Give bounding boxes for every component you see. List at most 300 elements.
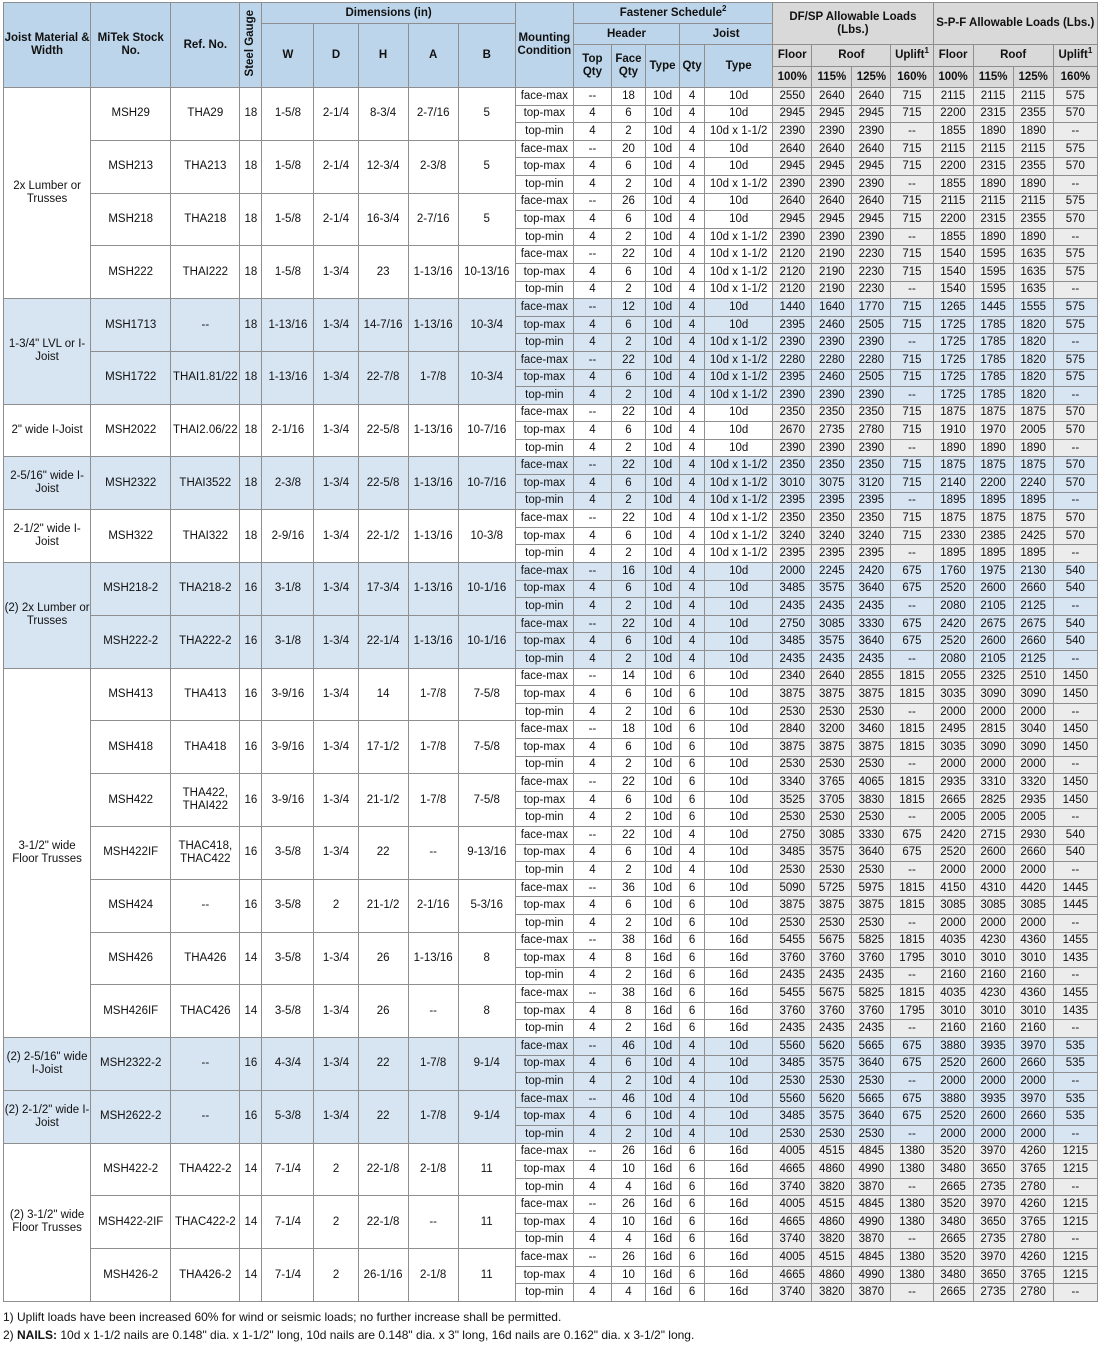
face_qty-cell: 2 xyxy=(611,862,645,880)
dfsp_160-cell: -- xyxy=(891,492,933,510)
dfsp_100-cell: 2395 xyxy=(773,316,812,334)
top_qty-cell: 4 xyxy=(573,1055,611,1073)
dfsp_115-cell: 2530 xyxy=(812,1073,852,1091)
dfsp_125-cell: 2390 xyxy=(852,175,891,193)
top_qty-cell: 4 xyxy=(573,123,611,141)
mounting-cell: top-min xyxy=(515,1284,573,1302)
top_qty-cell: 4 xyxy=(573,1073,611,1091)
dfsp_100-cell: 2530 xyxy=(773,862,812,880)
dfsp_115-cell: 3875 xyxy=(812,897,852,915)
spf-uplift: Uplift$^1$ xyxy=(1053,45,1097,67)
spf_125-cell: 2780 xyxy=(1013,1178,1053,1196)
hdr_type-cell: 10d xyxy=(646,615,680,633)
stock-no-cell: MSH29 xyxy=(91,88,171,141)
ref-no-cell: THA222-2 xyxy=(171,615,240,668)
top_qty-cell: -- xyxy=(573,351,611,369)
dfsp_125-cell: 2945 xyxy=(852,158,891,176)
ref-no-cell: THA218 xyxy=(171,193,240,246)
dim-w-cell: 7-1/4 xyxy=(262,1249,314,1302)
spf_125-cell: 2005 xyxy=(1013,422,1053,440)
mounting-cell: top-min xyxy=(515,228,573,246)
joist_qty-cell: 6 xyxy=(680,914,705,932)
joist_type-cell: 16d xyxy=(705,932,773,950)
joist_type-cell: 10d xyxy=(705,140,773,158)
gauge-cell: 18 xyxy=(240,351,262,404)
dim-h-cell: 21-1/2 xyxy=(358,879,408,932)
joist_type-cell: 10d xyxy=(705,299,773,317)
mounting-cell: face-max xyxy=(515,193,573,211)
gauge-cell: 16 xyxy=(240,774,262,827)
dfsp_125-cell: 2420 xyxy=(852,563,891,581)
joist-material-cell: (2) 2-1/2" wide I-Joist xyxy=(4,1090,91,1143)
hdr_type-cell: 10d xyxy=(646,826,680,844)
hdr_type-cell: 10d xyxy=(646,598,680,616)
top_qty-cell: 4 xyxy=(573,914,611,932)
dfsp_160-cell: 715 xyxy=(891,457,933,475)
gauge-cell: 16 xyxy=(240,615,262,668)
ref-no-cell: THAC426 xyxy=(171,985,240,1038)
dim-a-cell: 1-13/16 xyxy=(408,563,458,616)
spf_100-cell: 2665 xyxy=(933,791,973,809)
face_qty-cell: 2 xyxy=(611,914,645,932)
spf_160-cell: 540 xyxy=(1053,633,1097,651)
top_qty-cell: -- xyxy=(573,246,611,264)
spf_125-cell: 1875 xyxy=(1013,510,1053,528)
dfsp_115-cell: 2945 xyxy=(812,158,852,176)
dfsp_125-cell: 4990 xyxy=(852,1214,891,1232)
footnote-nails: 2) NAILS: 10d x 1-1/2 nails are 0.148" dia. x 1-1/2" long, 10d nails are 0.148" dia. x 3" long, 16d nails are 0.162" dia. x 3-1/2" long. xyxy=(3,1327,695,1342)
top_qty-cell: 4 xyxy=(573,228,611,246)
hdr_type-cell: 10d xyxy=(646,1038,680,1056)
joist_qty-cell: 4 xyxy=(680,826,705,844)
mounting-cell: top-max xyxy=(515,422,573,440)
dfsp_115-cell: 3760 xyxy=(812,1002,852,1020)
dfsp_160-cell: 715 xyxy=(891,351,933,369)
joist_type-cell: 16d xyxy=(705,1214,773,1232)
gauge-cell: 16 xyxy=(240,879,262,932)
ref-no-cell: -- xyxy=(171,1038,240,1091)
dim-h-cell: 14 xyxy=(358,668,408,721)
dfsp_160-cell: -- xyxy=(891,1126,933,1144)
gauge-cell: 14 xyxy=(240,1196,262,1249)
dfsp_160-cell: 675 xyxy=(891,1090,933,1108)
dfsp_100-cell: 4005 xyxy=(773,1143,812,1161)
dim-h-cell: 22-1/8 xyxy=(358,1196,408,1249)
hdr_type-cell: 10d xyxy=(646,651,680,669)
joist_type-cell: 10d x 1-1/2 xyxy=(705,369,773,387)
dim-d-cell: 1-3/4 xyxy=(314,668,358,721)
dfsp_160-cell: 1815 xyxy=(891,738,933,756)
top_qty-cell: 4 xyxy=(573,598,611,616)
dim-d-cell: 1-3/4 xyxy=(314,721,358,774)
spf_160-cell: -- xyxy=(1053,1231,1097,1249)
spf_100-cell: 2080 xyxy=(933,651,973,669)
mounting-cell: top-min xyxy=(515,1126,573,1144)
face_qty-cell: 20 xyxy=(611,140,645,158)
hdr_type-cell: 10d xyxy=(646,897,680,915)
dfsp_125-cell: 5825 xyxy=(852,932,891,950)
stock-no-cell: MSH218-2 xyxy=(91,563,171,616)
spf_160-cell: 575 xyxy=(1053,316,1097,334)
spf_160-cell: -- xyxy=(1053,281,1097,299)
dfsp_115-cell: 2390 xyxy=(812,175,852,193)
face_qty-cell: 6 xyxy=(611,158,645,176)
hdr_type-cell: 16d xyxy=(646,950,680,968)
mounting-cell: top-min xyxy=(515,545,573,563)
stock-no-cell: MSH222-2 xyxy=(91,615,171,668)
spf_115-cell: 2600 xyxy=(973,1055,1013,1073)
dfsp_100-cell: 2945 xyxy=(773,158,812,176)
table-row xyxy=(4,246,1098,264)
top_qty-cell: -- xyxy=(573,510,611,528)
mounting-cell: top-max xyxy=(515,580,573,598)
stock-no-cell: MSH413 xyxy=(91,668,171,721)
spf_100-cell: 2000 xyxy=(933,1073,973,1091)
mounting-cell: top-max xyxy=(515,844,573,862)
dim-b-cell: 11 xyxy=(458,1249,515,1302)
mounting-cell: top-max xyxy=(515,316,573,334)
dfsp_160-cell: 1380 xyxy=(891,1143,933,1161)
dfsp_125-cell: 2505 xyxy=(852,369,891,387)
hdr_type-cell: 10d xyxy=(646,738,680,756)
table-row xyxy=(4,510,1098,528)
face_qty-cell: 14 xyxy=(611,668,645,686)
dim-w-cell: 2-3/8 xyxy=(262,457,314,510)
dfsp_100-cell: 3485 xyxy=(773,580,812,598)
spf_115-cell: 2115 xyxy=(973,140,1013,158)
col-spf-loads: S-P-F Allowable Loads (Lbs.) xyxy=(933,3,1097,45)
hdr_type-cell: 10d xyxy=(646,721,680,739)
face_qty-cell: 4 xyxy=(611,1178,645,1196)
joist_type-cell: 16d xyxy=(705,1143,773,1161)
hdr_type-cell: 10d xyxy=(646,774,680,792)
joist_type-cell: 10d xyxy=(705,1038,773,1056)
face_qty-cell: 26 xyxy=(611,193,645,211)
joist_type-cell: 10d xyxy=(705,897,773,915)
spf_125-cell: 1635 xyxy=(1013,281,1053,299)
spf_100-cell: 3085 xyxy=(933,897,973,915)
spf_125-cell: 2355 xyxy=(1013,211,1053,229)
face_qty-cell: 2 xyxy=(611,967,645,985)
dfsp_125-cell: 3875 xyxy=(852,897,891,915)
table-row xyxy=(4,1090,1098,1108)
spf-roof: Roof xyxy=(973,45,1053,67)
face_qty-cell: 2 xyxy=(611,281,645,299)
dfsp_125-cell: 3640 xyxy=(852,580,891,598)
dfsp_100-cell: 2750 xyxy=(773,615,812,633)
dfsp_100-cell: 2350 xyxy=(773,510,812,528)
joist_qty-cell: 4 xyxy=(680,175,705,193)
hdr_type-cell: 16d xyxy=(646,1214,680,1232)
spf_115-cell: 3010 xyxy=(973,950,1013,968)
joist_type-cell: 10d xyxy=(705,1126,773,1144)
dim-d-cell: 1-3/4 xyxy=(314,299,358,352)
face_qty-cell: 2 xyxy=(611,703,645,721)
dim-a-cell: 1-7/8 xyxy=(408,351,458,404)
stock-no-cell: MSH222 xyxy=(91,246,171,299)
joist_type-cell: 16d xyxy=(705,1161,773,1179)
stock-no-cell: MSH322 xyxy=(91,510,171,563)
dfsp_125-cell: 2530 xyxy=(852,862,891,880)
dfsp_160-cell: 1815 xyxy=(891,897,933,915)
top_qty-cell: 4 xyxy=(573,175,611,193)
dim-w-cell: 1-13/16 xyxy=(262,351,314,404)
joist_type-cell: 10d x 1-1/2 xyxy=(705,475,773,493)
dim-b-cell: 8 xyxy=(458,932,515,985)
face_qty-cell: 2 xyxy=(611,651,645,669)
dfsp_160-cell: -- xyxy=(891,967,933,985)
dfsp_115-cell: 2530 xyxy=(812,1126,852,1144)
top_qty-cell: -- xyxy=(573,299,611,317)
dfsp_125-cell: 2230 xyxy=(852,281,891,299)
dim-d-cell: 2-1/4 xyxy=(314,88,358,141)
face_qty-cell: 6 xyxy=(611,897,645,915)
spf_125-cell: 1875 xyxy=(1013,404,1053,422)
gauge-cell: 14 xyxy=(240,1143,262,1196)
dfsp_125-cell: 2390 xyxy=(852,334,891,352)
joist_qty-cell: 4 xyxy=(680,1126,705,1144)
joist_qty-cell: 4 xyxy=(680,545,705,563)
stock-no-cell: MSH422IF xyxy=(91,826,171,879)
spf_125-cell: 4260 xyxy=(1013,1249,1053,1267)
dim-h-cell: 26-1/16 xyxy=(358,1249,408,1302)
joist-material-cell: 2x Lumber or Trusses xyxy=(4,88,91,299)
mounting-cell: face-max xyxy=(515,774,573,792)
mounting-cell: face-max xyxy=(515,351,573,369)
joist_qty-cell: 6 xyxy=(680,809,705,827)
dfsp_160-cell: 1815 xyxy=(891,686,933,704)
spf_115-cell: 1890 xyxy=(973,228,1013,246)
ref-no-cell: THA29 xyxy=(171,88,240,141)
dim-h: H xyxy=(358,24,408,88)
dim-b-cell: 10-1/16 xyxy=(458,563,515,616)
mounting-cell: top-min xyxy=(515,756,573,774)
spf_100-cell: 1540 xyxy=(933,263,973,281)
joist_type-cell: 10d x 1-1/2 xyxy=(705,387,773,405)
hdr_type-cell: 10d xyxy=(646,492,680,510)
spf-pct-115: 115% xyxy=(973,67,1013,88)
spf_115-cell: 3970 xyxy=(973,1143,1013,1161)
spf_125-cell: 3010 xyxy=(1013,950,1053,968)
hdr_type-cell: 10d xyxy=(646,1126,680,1144)
dfsp_160-cell: -- xyxy=(891,334,933,352)
ref-no-cell: THAI322 xyxy=(171,510,240,563)
spf_115-cell: 3650 xyxy=(973,1266,1013,1284)
spf_160-cell: -- xyxy=(1053,175,1097,193)
joist_qty-cell: 6 xyxy=(680,1196,705,1214)
face_qty-cell: 2 xyxy=(611,756,645,774)
spf_160-cell: 575 xyxy=(1053,369,1097,387)
dfsp_115-cell: 3820 xyxy=(812,1178,852,1196)
spf_160-cell: 570 xyxy=(1053,211,1097,229)
mounting-cell: face-max xyxy=(515,246,573,264)
spf_125-cell: 4260 xyxy=(1013,1196,1053,1214)
dfsp-pct-160: 160% xyxy=(891,67,933,88)
dfsp_115-cell: 2460 xyxy=(812,316,852,334)
dfsp_160-cell: 675 xyxy=(891,563,933,581)
spf_160-cell: -- xyxy=(1053,651,1097,669)
dfsp_100-cell: 2120 xyxy=(773,263,812,281)
spf_115-cell: 2715 xyxy=(973,826,1013,844)
table-row xyxy=(4,985,1098,1003)
hdr_type-cell: 16d xyxy=(646,1020,680,1038)
spf_160-cell: -- xyxy=(1053,1284,1097,1302)
dfsp_100-cell: 3240 xyxy=(773,527,812,545)
spf_125-cell: 1820 xyxy=(1013,369,1053,387)
table-row xyxy=(4,193,1098,211)
dim-a-cell: 1-13/16 xyxy=(408,457,458,510)
dfsp_115-cell: 3575 xyxy=(812,844,852,862)
table-row xyxy=(4,140,1098,158)
joist_qty-cell: 6 xyxy=(680,950,705,968)
dfsp_100-cell: 5090 xyxy=(773,879,812,897)
dim-w-cell: 7-1/4 xyxy=(262,1143,314,1196)
dim-d-cell: 2 xyxy=(314,1249,358,1302)
spf_100-cell: 1875 xyxy=(933,404,973,422)
dfsp_115-cell: 2390 xyxy=(812,439,852,457)
spf_115-cell: 2315 xyxy=(973,105,1013,123)
joist-material-cell: (2) 2x Lumber or Trusses xyxy=(4,563,91,669)
dim-w-cell: 3-5/8 xyxy=(262,826,314,879)
table-row xyxy=(4,88,1098,106)
spf_115-cell: 1890 xyxy=(973,439,1013,457)
spf_125-cell: 2115 xyxy=(1013,193,1053,211)
dfsp_125-cell: 3640 xyxy=(852,633,891,651)
face_qty-cell: 6 xyxy=(611,844,645,862)
spf_115-cell: 2160 xyxy=(973,1020,1013,1038)
spf_160-cell: -- xyxy=(1053,228,1097,246)
spf_125-cell: 2510 xyxy=(1013,668,1053,686)
gauge-cell: 18 xyxy=(240,457,262,510)
top_qty-cell: -- xyxy=(573,879,611,897)
spf_115-cell: 1875 xyxy=(973,457,1013,475)
dim-d-cell: 1-3/4 xyxy=(314,774,358,827)
dfsp_125-cell: 1770 xyxy=(852,299,891,317)
spf_115-cell: 1875 xyxy=(973,510,1013,528)
dfsp_160-cell: 715 xyxy=(891,404,933,422)
dim-a-cell: 1-7/8 xyxy=(408,721,458,774)
spf_115-cell: 2105 xyxy=(973,651,1013,669)
ref-no-cell: THAI222 xyxy=(171,246,240,299)
hdr_type-cell: 16d xyxy=(646,967,680,985)
spf_125-cell: 2130 xyxy=(1013,563,1053,581)
dim-a-cell: 2-3/8 xyxy=(408,140,458,193)
dim-d-cell: 1-3/4 xyxy=(314,615,358,668)
dim-b-cell: 7-5/8 xyxy=(458,721,515,774)
top_qty-cell: 4 xyxy=(573,158,611,176)
spf_160-cell: 1215 xyxy=(1053,1249,1097,1267)
face_qty-cell: 2 xyxy=(611,439,645,457)
spf_125-cell: 1890 xyxy=(1013,228,1053,246)
face_qty-cell: 6 xyxy=(611,1108,645,1126)
top_qty-cell: 4 xyxy=(573,950,611,968)
joist_qty-cell: 4 xyxy=(680,862,705,880)
spf_100-cell: 4150 xyxy=(933,879,973,897)
face_qty-cell: 18 xyxy=(611,721,645,739)
spf_125-cell: 1890 xyxy=(1013,439,1053,457)
face_qty-cell: 22 xyxy=(611,510,645,528)
dim-a-cell: -- xyxy=(408,1196,458,1249)
dfsp_125-cell: 3760 xyxy=(852,950,891,968)
spf_125-cell: 3765 xyxy=(1013,1214,1053,1232)
dfsp_160-cell: -- xyxy=(891,914,933,932)
dim-a-cell: 1-7/8 xyxy=(408,774,458,827)
dfsp_100-cell: 2640 xyxy=(773,140,812,158)
joist_qty-cell: 4 xyxy=(680,633,705,651)
face_qty-cell: 46 xyxy=(611,1090,645,1108)
spf_160-cell: -- xyxy=(1053,439,1097,457)
dim-a-cell: 1-7/8 xyxy=(408,1090,458,1143)
dfsp_115-cell: 3085 xyxy=(812,615,852,633)
spf_115-cell: 2115 xyxy=(973,193,1013,211)
joist_type-cell: 10d xyxy=(705,844,773,862)
mounting-cell: top-min xyxy=(515,334,573,352)
hdr_type-cell: 16d xyxy=(646,1249,680,1267)
dim-a-cell: 1-7/8 xyxy=(408,668,458,721)
joist_type-cell: 10d xyxy=(705,668,773,686)
dim-b-cell: 10-7/16 xyxy=(458,404,515,457)
dfsp_160-cell: 715 xyxy=(891,193,933,211)
dfsp_160-cell: 675 xyxy=(891,615,933,633)
top_qty-cell: -- xyxy=(573,1090,611,1108)
joist_type-cell: 10d xyxy=(705,756,773,774)
dfsp_115-cell: 2640 xyxy=(812,668,852,686)
hdr_type-cell: 10d xyxy=(646,193,680,211)
hdr_type-cell: 10d xyxy=(646,563,680,581)
table-row xyxy=(4,774,1098,792)
table-row xyxy=(4,668,1098,686)
mounting-cell: top-min xyxy=(515,967,573,985)
gauge-cell: 18 xyxy=(240,88,262,141)
top_qty-cell: -- xyxy=(573,985,611,1003)
spf_160-cell: 540 xyxy=(1053,580,1097,598)
dfsp-roof: Roof xyxy=(812,45,891,67)
mounting-cell: top-max xyxy=(515,791,573,809)
dfsp_100-cell: 2945 xyxy=(773,105,812,123)
dfsp_125-cell: 3640 xyxy=(852,844,891,862)
ref-no-cell: THA218-2 xyxy=(171,563,240,616)
dim-a-cell: 1-7/8 xyxy=(408,1038,458,1091)
face_qty-cell: 12 xyxy=(611,299,645,317)
dfsp_115-cell: 2640 xyxy=(812,88,852,106)
dfsp_115-cell: 3705 xyxy=(812,791,852,809)
hdr_type-cell: 10d xyxy=(646,299,680,317)
dfsp_125-cell: 2390 xyxy=(852,439,891,457)
mounting-cell: top-min xyxy=(515,862,573,880)
spf_160-cell: 570 xyxy=(1053,475,1097,493)
joist-material-cell: (2) 2-5/16" wide I-Joist xyxy=(4,1038,91,1091)
dim-a: A xyxy=(408,24,458,88)
hdr_type-cell: 10d xyxy=(646,756,680,774)
joist-material-cell: 2-1/2" wide I-Joist xyxy=(4,510,91,563)
spf_160-cell: 540 xyxy=(1053,563,1097,581)
joist_type-cell: 10d xyxy=(705,615,773,633)
spf_125-cell: 2160 xyxy=(1013,1020,1053,1038)
spf_115-cell: 1595 xyxy=(973,281,1013,299)
spf_160-cell: 540 xyxy=(1053,826,1097,844)
mounting-cell: face-max xyxy=(515,1196,573,1214)
top_qty-cell: 4 xyxy=(573,1178,611,1196)
joist_type-cell: 10d xyxy=(705,651,773,669)
dfsp_160-cell: 715 xyxy=(891,246,933,264)
joist_type-cell: 10d x 1-1/2 xyxy=(705,281,773,299)
hdr_type-cell: 10d xyxy=(646,1090,680,1108)
stock-no-cell: MSH422 xyxy=(91,774,171,827)
top_qty-cell: -- xyxy=(573,826,611,844)
joist_qty-cell: 4 xyxy=(680,598,705,616)
spf_115-cell: 1975 xyxy=(973,563,1013,581)
top_qty-cell: 4 xyxy=(573,1214,611,1232)
